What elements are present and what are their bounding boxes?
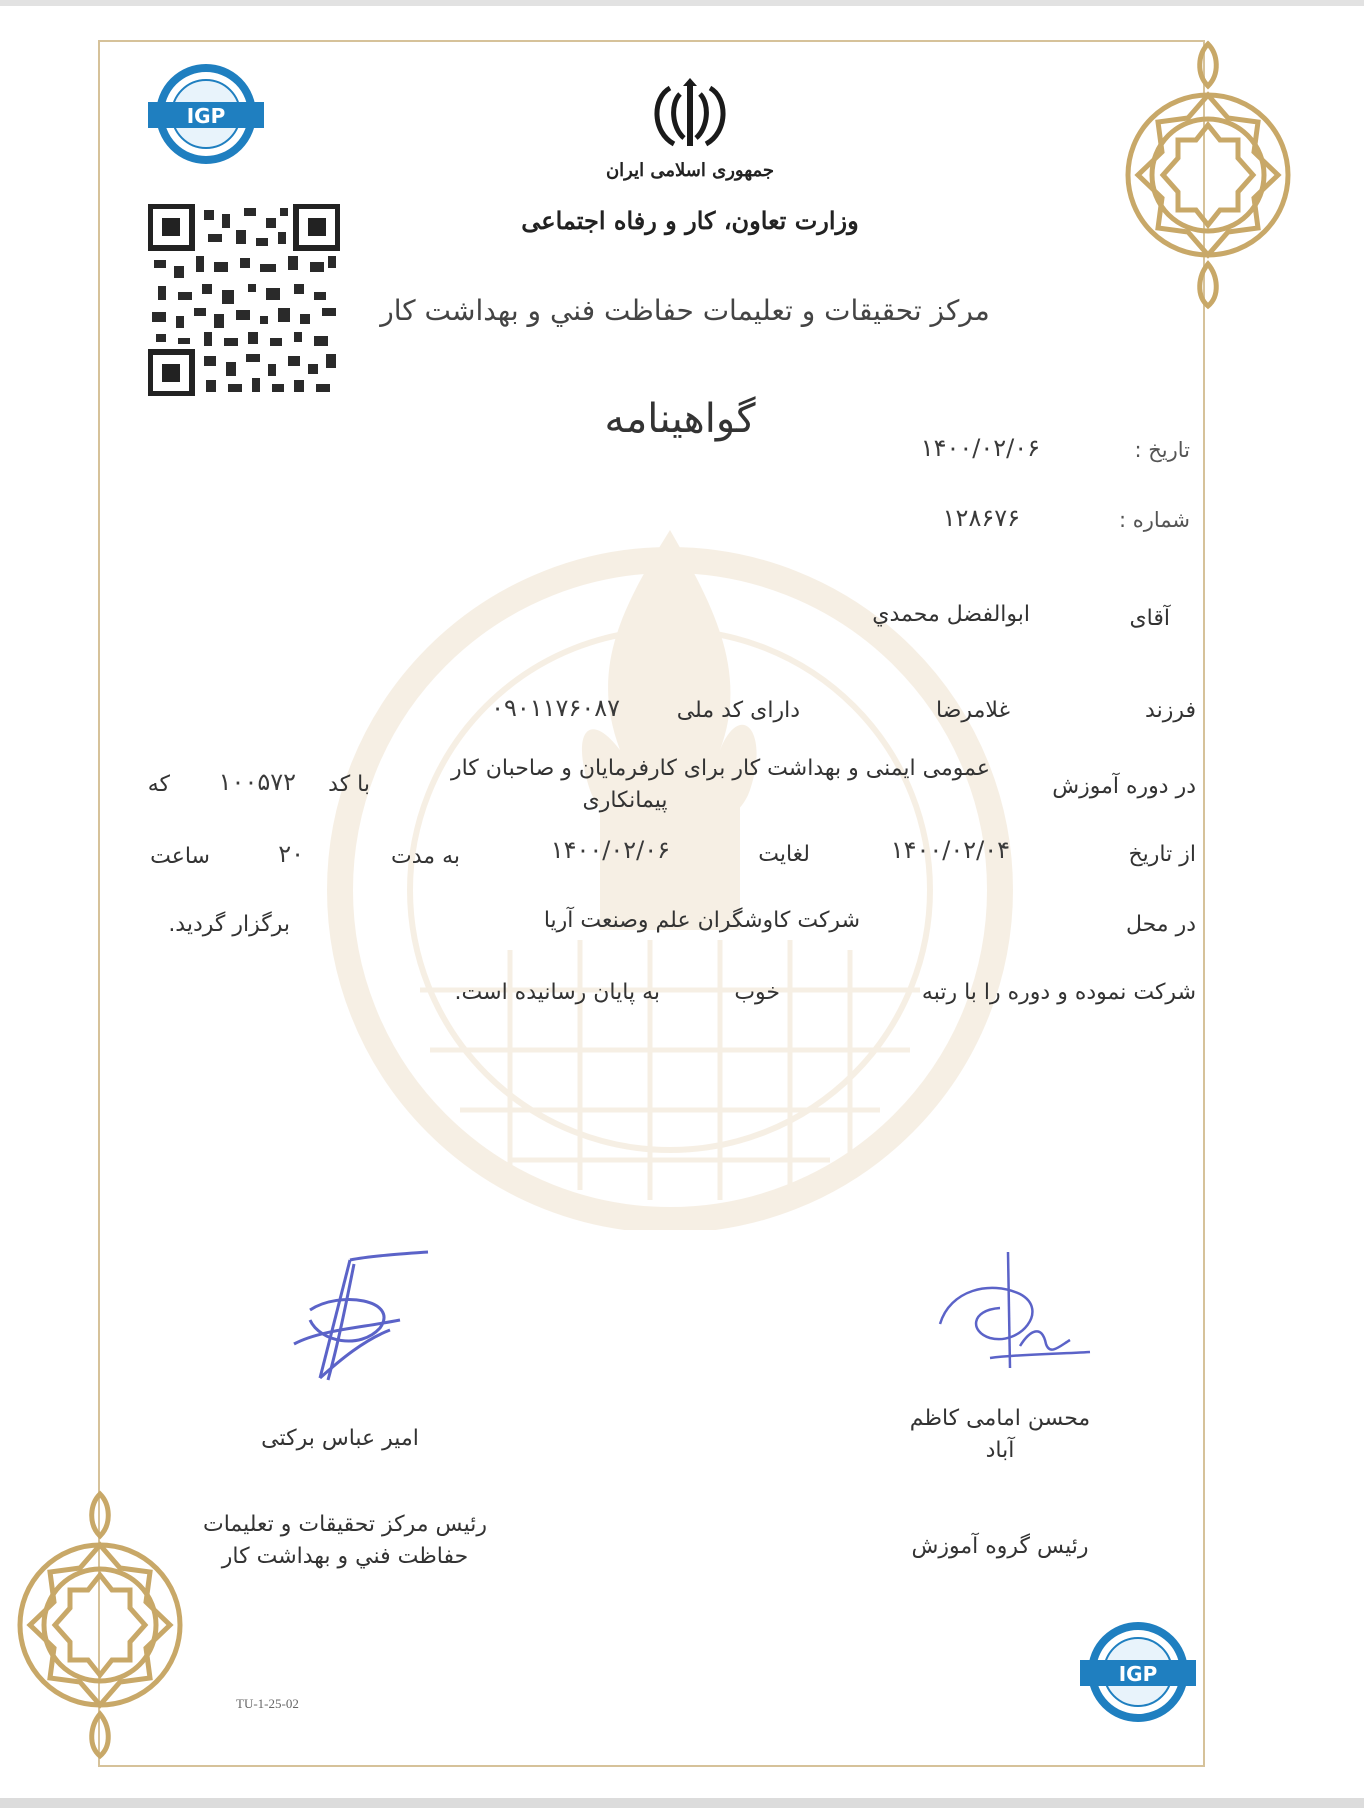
course-code-value: ۱۰۰۵۷۲ [218,768,296,796]
date-label: تاریخ : [1134,438,1190,462]
held-label: برگزار گردید. [168,912,290,937]
grade-value: خوب [734,980,780,1005]
left-signature [280,1250,440,1390]
date-value: ۱۴۰۰/۰۲/۰۶ [920,434,1040,462]
national-code-label: دارای کد ملی [676,698,800,723]
igp-logo-text: IGP [186,104,226,128]
child-label: فرزند [1145,698,1196,723]
to-label: لغایت [758,842,810,867]
to-date-value: ۱۴۰۰/۰۲/۰۶ [550,836,670,864]
mr-label: آقای [1129,606,1170,631]
place-label: در محل [1125,912,1196,937]
duration-value: ۲۰ [278,840,304,868]
igp-logo-bottom [1074,1620,1202,1724]
course-name-line2: پیمانکاری [582,788,668,813]
hours-label: ساعت [150,844,210,869]
ministry-label: وزارت تعاون، کار و رفاه اجتماعی [521,206,859,235]
completed-label: به پایان رسانیده است. [454,980,660,1005]
right-signer-title: رئیس گروه آموزش [911,1534,1089,1559]
igp-logo-text: IGP [1118,1662,1158,1686]
right-signer-name-line2: آباد [985,1438,1015,1463]
igp-logo-top [142,62,270,166]
right-signer-name-line1: محسن امامی کاظم [909,1406,1091,1431]
qr-code[interactable] [148,204,340,396]
person-name: ابوالفضل محمدي [872,602,1030,627]
bottom-edge [0,1798,1364,1808]
left-signer-name: امیر عباس برکتی [261,1426,419,1451]
ornament-top-right [1118,40,1298,310]
course-label: در دوره آموزش [1052,774,1196,799]
which-label: که [147,772,170,797]
right-signature [930,1250,1100,1370]
center-name: مرکز تحقیقات و تعلیمات حفاظت فني و بهداشت کار [380,294,990,327]
footer-code: TU-1-25-02 [236,1696,299,1711]
from-date-value: ۱۴۰۰/۰۲/۰۴ [890,836,1010,864]
national-code-value: ۰۹۰۱۱۷۶۰۸۷ [491,694,620,722]
from-date-label: از تاریخ [1128,842,1196,867]
father-name: غلامرضا [936,698,1010,723]
national-emblem-icon [650,78,730,152]
course-name-line1: عمومی ایمنی و بهداشت کار برای کارفرمایان و صاحبان کار [450,756,990,781]
left-signer-title-line2: حفاظت فني و بهداشت کار [221,1544,469,1569]
course-code-label: با کد [328,772,370,797]
duration-label: به مدت [391,844,460,869]
top-edge [0,0,1364,6]
page-title: گواهینامه [604,396,756,442]
place-value: شرکت کاوشگران علم وصنعت آریا [543,908,860,933]
left-signer-title-line1: رئیس مرکز تحقیقات و تعلیمات [203,1512,487,1537]
ornament-bottom-left [10,1490,190,1760]
number-label: شماره : [1118,508,1190,532]
republic-label: جمهوری اسلامی ایران [605,160,775,181]
number-value: ۱۲۸۶۷۶ [942,504,1020,532]
attended-label: شرکت نموده و دوره را با رتبه [921,980,1196,1005]
